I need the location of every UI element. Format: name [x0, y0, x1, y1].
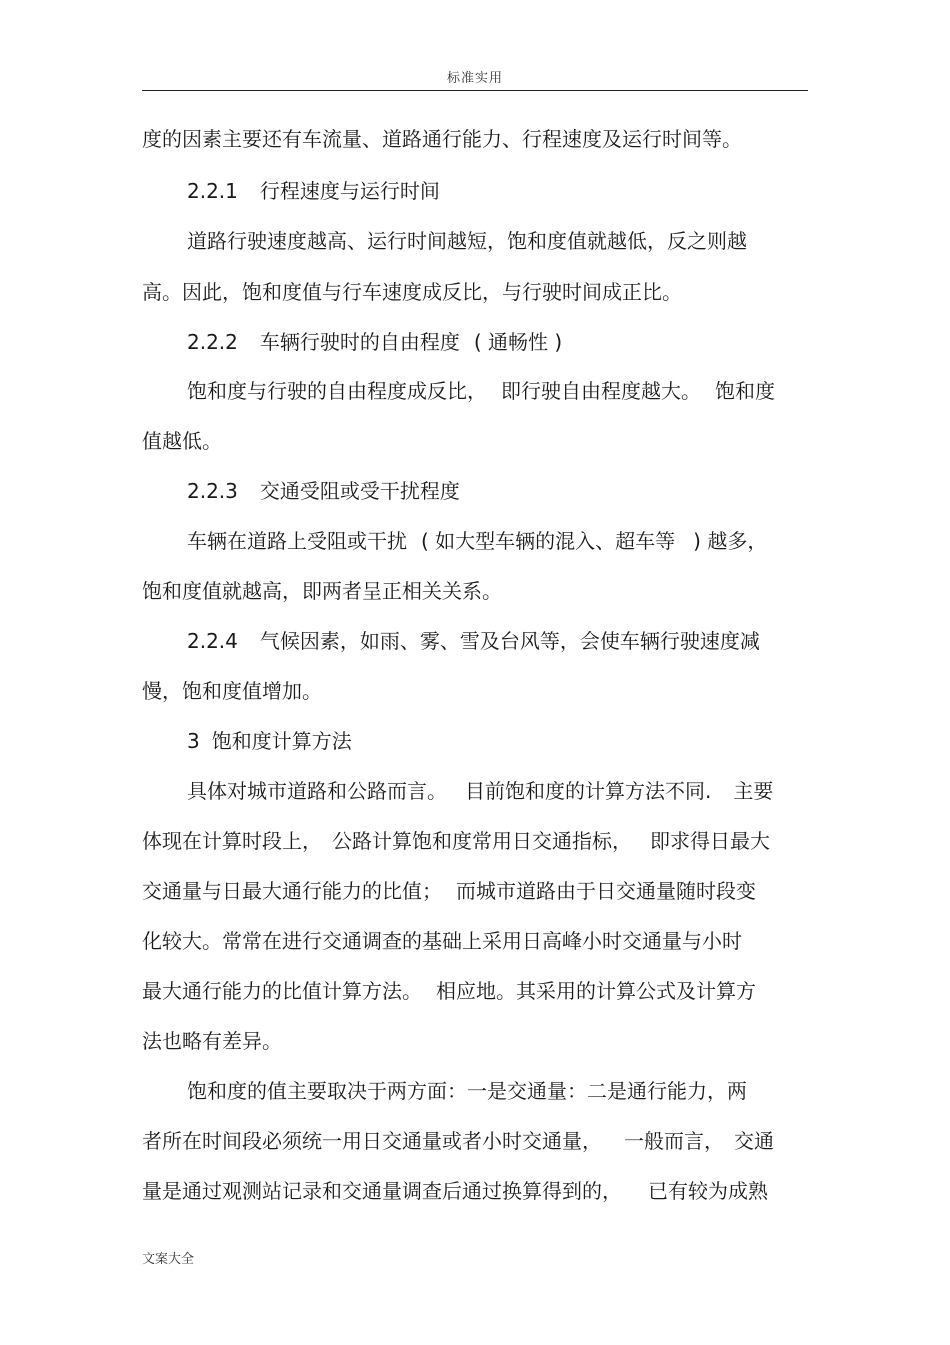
section-number: 2.2.3	[187, 479, 238, 503]
text-line	[142, 679, 322, 703]
text-segment: 度的因素主要还有车流量、道路通行能力、行程速度及运行时间等。	[142, 127, 742, 151]
text-segment: 最大通行能力的比值计算方法。	[142, 979, 422, 1003]
text-segment: 具体对城市道路和公路而言。	[187, 779, 447, 803]
text-segment: 车辆在道路上受阻或干扰	[187, 529, 407, 553]
section-title: 交通受阻或受干扰程度	[259, 479, 460, 503]
text-line	[187, 779, 773, 803]
section-heading-2-2-1	[187, 179, 440, 203]
text-segment: ) 越多，	[693, 529, 768, 553]
text-segment: 法也略有差异。	[142, 1029, 282, 1053]
section-number: 3	[187, 729, 200, 753]
text-segment: 值越低。	[142, 429, 222, 453]
text-line	[142, 429, 222, 453]
section-note: ( 通畅性 )	[473, 330, 563, 354]
text-line	[142, 127, 742, 151]
text-segment: 交通量与日最大通行能力的比值；	[142, 879, 442, 903]
text-segment: 即求得日最大	[650, 829, 770, 853]
text-segment: 道路行驶速度越高、运行时间越短，饱和度值就越低，反之则越	[187, 229, 747, 253]
text-line	[142, 1179, 768, 1203]
text-line	[142, 829, 770, 853]
text-line	[142, 1029, 282, 1053]
text-segment: 饱和度值就越高，即两者呈正相关关系。	[142, 579, 502, 603]
text-segment: 而城市道路由于日交通量随时段变	[456, 879, 756, 903]
text-line	[142, 1129, 774, 1153]
section-heading-2-2-4	[187, 629, 760, 653]
text-segment: ( 如大型车辆的混入、超车等	[421, 529, 676, 553]
text-segment: 饱和度的值主要取决于两方面：一是交通量：二是通行能力，两	[187, 1079, 747, 1103]
text-line	[187, 529, 767, 553]
section-heading-3	[187, 729, 352, 753]
text-segment: 量是通过观测站记录和交通量调查后通过换算得到的，	[142, 1179, 622, 1203]
page-header: 标准实用	[446, 71, 503, 86]
section-title: 车辆行驶时的自由程度	[259, 330, 460, 354]
text-line	[187, 229, 747, 253]
text-segment: 已有较为成熟	[648, 1179, 768, 1203]
section-title: 饱和度计算方法	[211, 729, 352, 753]
text-line	[142, 280, 682, 304]
text-line	[142, 929, 742, 953]
text-segment: 公路计算饱和度常用日交通指标，	[332, 829, 632, 853]
text-segment: 即行驶自由程度越大。	[501, 379, 701, 403]
text-line	[142, 979, 756, 1003]
text-segment: 交通	[734, 1129, 774, 1153]
text-segment: 饱和度	[715, 379, 775, 403]
text-segment: 目前饱和度的计算方法不同.	[465, 779, 712, 803]
header-divider	[142, 90, 808, 91]
section-number: 2.2.1	[187, 179, 238, 203]
page-footer: 文案大全	[142, 1252, 195, 1267]
text-segment: 慢，饱和度值增加。	[142, 679, 322, 703]
text-segment: 主要	[733, 779, 774, 803]
text-segment: 相应地。其采用的计算公式及计算方	[436, 979, 756, 1003]
section-heading-2-2-3	[187, 479, 460, 503]
text-line	[187, 379, 775, 403]
text-line	[142, 579, 502, 603]
section-title: 行程速度与运行时间	[259, 179, 440, 203]
text-segment: 高。因此，饱和度值与行车速度成反比，与行驶时间成正比。	[142, 280, 682, 304]
text-segment: 一般而言，	[624, 1129, 724, 1153]
text-segment: 饱和度与行驶的自由程度成反比，	[187, 379, 487, 403]
text-segment: 体现在计算时段上，	[142, 829, 322, 853]
section-number: 2.2.4	[187, 629, 238, 653]
section-number: 2.2.2	[187, 330, 238, 354]
section-heading-2-2-2	[187, 330, 562, 354]
text-segment: 化较大。常常在进行交通调查的基础上采用日高峰小时交通量与小时	[142, 929, 742, 953]
text-line	[142, 879, 756, 903]
section-title: 气候因素，如雨、雾、雪及台风等，会使车辆行驶速度减	[259, 629, 760, 653]
text-line	[187, 1079, 747, 1103]
text-segment: 者所在时间段必须统一用日交通量或者小时交通量，	[142, 1129, 602, 1153]
